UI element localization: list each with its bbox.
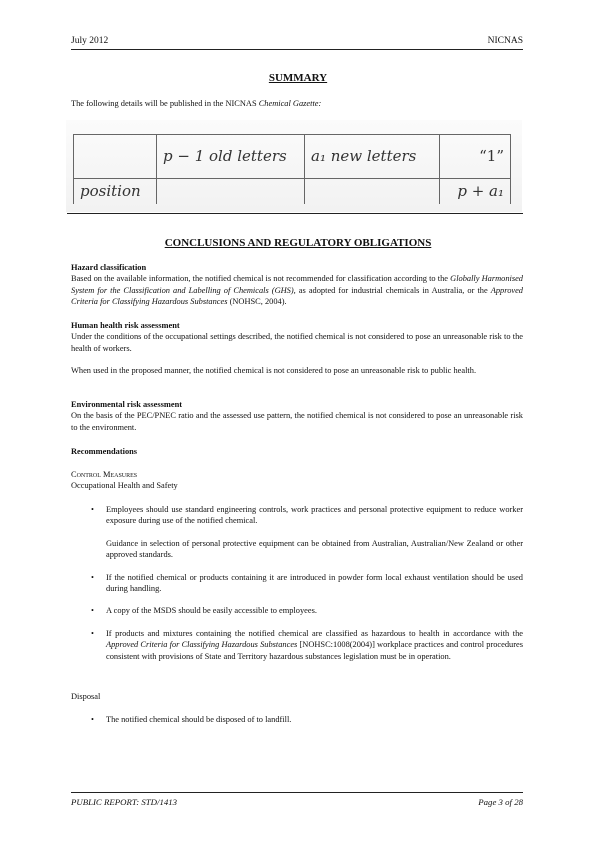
footer-rule — [71, 792, 523, 793]
table-cell: p − 1 old letters — [157, 135, 305, 179]
table-cell — [305, 178, 440, 204]
environment-title: Environmental risk assessment — [71, 400, 183, 409]
hazard-text-1: Based on the available information, the notified chemical is not recommended for classification according to the — [71, 274, 451, 284]
list-item — [91, 504, 523, 561]
summary-title: SUMMARY — [268, 72, 328, 84]
bullet-4-text-2: [NOHSC:1008(2004)] workplace practices and control procedures consistent with provisions of State and Territory hazardous substances legislation must be in operation. — [106, 640, 523, 661]
disposal-label: Disposal — [71, 692, 101, 701]
hazard-ghs: Globally Harmonised System for the Classification and Labelling of Chemicals (GHS), — [71, 274, 523, 295]
environment-section — [71, 399, 523, 433]
footer-report: PUBLIC REPORT: STD/1413 — [71, 797, 178, 807]
table-cell: “1” — [440, 135, 511, 179]
list-item — [91, 628, 523, 662]
list-item: • If the notified chemical or products containing it are introduced in powder form local exhaust ventilation should be used during handling. — [91, 572, 523, 595]
header-rule — [71, 49, 523, 50]
table-bottom-rule — [67, 213, 523, 214]
bullet-4-criteria: Approved Criteria for Classifying Hazardous Substances — [106, 640, 298, 650]
disposal-list — [91, 714, 523, 725]
summary-intro — [71, 99, 321, 108]
table-cell: position — [74, 178, 157, 204]
table-row — [74, 135, 511, 179]
bullet-4-text-1: If products and mixtures containing the notified chemical are classified as hazardous to health in accordance with the — [106, 628, 523, 638]
list-item: • A copy of the MSDS should be easily accessible to employees. — [91, 605, 523, 616]
table-cell — [157, 178, 305, 204]
header-agency: NICNAS — [487, 36, 523, 46]
intro-text: The following details will be published in the NICNAS — [71, 99, 259, 108]
letters-table — [73, 134, 511, 204]
ohs-label: Occupational Health and Safety — [71, 481, 178, 491]
page-header — [71, 36, 523, 50]
hazard-criteria: Approved Criteria for Classifying Hazardous Substances — [71, 285, 523, 307]
bullet-1-guidance: Guidance in selection of personal protective equipment can be obtained from Australian, Australian/New Zealand or other approved standards. — [106, 538, 523, 560]
footer-page: Page 3 of 28 — [478, 797, 523, 807]
control-measures-label: Control Measures — [71, 470, 138, 479]
table-cell: a₁ new letters — [305, 135, 440, 179]
hazard-text-3: (NOHSC, 2004). — [227, 297, 287, 307]
table-cell — [74, 135, 157, 179]
table-cell: p + a₁ — [440, 178, 511, 204]
page-footer — [71, 797, 523, 807]
control-measures — [71, 469, 523, 492]
hazard-text-2: as adopted for industrial chemicals in Australia, or the — [295, 285, 491, 295]
recommendations-title — [71, 446, 523, 457]
list-item: • The notified chemical should be disposed of to landfill. — [91, 714, 523, 725]
human-health-section — [71, 320, 523, 377]
hazard-title: Hazard classification — [71, 263, 147, 272]
ohs-list — [91, 504, 523, 662]
hazard-text — [71, 273, 523, 307]
intro-gazette: Chemical Gazette: — [258, 99, 322, 108]
table-row — [74, 178, 511, 204]
human-health-title: Human health risk assessment — [71, 321, 180, 330]
table-image — [66, 120, 522, 212]
bullet-1-text: • Employees should use standard engineering controls, work practices and personal protective equipment to reduce worker exposure during use of the notified chemical. — [106, 505, 523, 526]
human-health-p1: Under the conditions of the occupational settings described, the notified chemical is not considered to pose an unreasonable risk to the health of workers. — [71, 332, 523, 353]
human-health-p2: When used in the proposed manner, the notified chemical is not considered to pose an unreasonable risk to public health. — [71, 366, 477, 376]
hazard-section — [71, 262, 523, 308]
environment-p1: On the basis of the PEC/PNEC ratio and the assessed use pattern, the notified chemical is not considered to pose an unreasonable risk to the environment. — [71, 411, 523, 432]
header-date: July 2012 — [71, 36, 109, 46]
conclusions-title: CONCLUSIONS AND REGULATORY OBLIGATIONS — [164, 237, 432, 249]
recommendations-heading: Recommendations — [71, 447, 138, 456]
